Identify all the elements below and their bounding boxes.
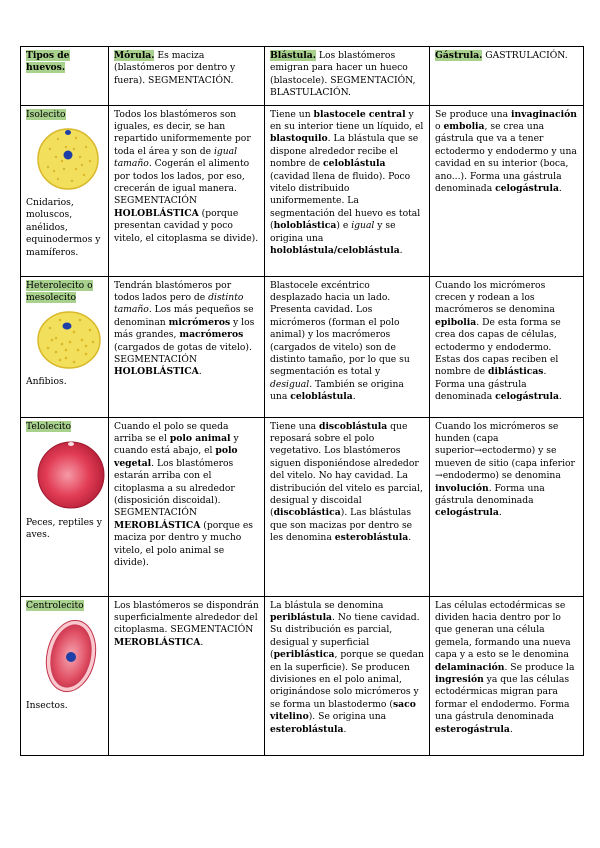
table-row-isolecito [21, 105, 584, 276]
egg-types-table [20, 46, 584, 756]
header-egg-types-label: Tipos de huevos. [26, 50, 70, 74]
cell-gastrula: Cuando los micrómeros se hunden (capa superior→ectodermo) y se mueven de sitio (capa inferior →endodermo) se denomina involución. Forma una gástrula denominada celogástrula. [430, 417, 584, 596]
heterolecito-egg-illustration [36, 310, 102, 370]
cell-egg-type [21, 105, 109, 276]
egg-type-name: Heterolecito o mesolecito [26, 279, 93, 304]
cell-blastula: Tiene una discoblástula que reposará sobre el polo vegetativo. Los blastómeros siguen disponiéndose alrededor del vitelo. No hay cavidad. La distribución del vitelo es parcial, desigual y discoidal (discoblástica). Las blástulas que son macizas por dentro se les denomina esteroblástula. [265, 417, 430, 596]
header-egg-types [21, 47, 109, 106]
cell-gastrula: Se produce una invaginación o embolia, se crea una gástrula que va a tener ectodermo y endodermo y una cavidad en su interior (boca, ano...). Forma una gástrula denominada celogástrula. [430, 105, 584, 276]
header-gastrula [430, 47, 584, 106]
header-blastula-text: Los blastómeros emigran para hacer un hueco (blastocele). SEGMENTACIÓN, BLASTULACIÓN. [270, 50, 416, 99]
isolecito-egg-illustration [36, 127, 100, 191]
cell-egg-type [21, 596, 109, 755]
cell-egg-type [21, 417, 109, 596]
cell-gastrula: Cuando los micrómeros crecen y rodean a los macrómeros se denomina epibolia. De esta forma se crea dos capas de células, ectodermo y endodermo. Estas dos capas reciben el nombre de diblásticas. Forma una gástrula denominada celogástrula. [430, 276, 584, 417]
table-header-row [21, 47, 584, 106]
egg-type-name: Centrolecito [26, 599, 84, 611]
egg-type-animals: Cnidarios, moluscos, anélidos, equinodermos y mamíferos. [26, 197, 101, 258]
header-morula-title: Mórula. [114, 50, 155, 61]
egg-type-animals: Anfibios. [26, 376, 67, 388]
header-morula [109, 47, 265, 106]
header-morula-text: Es maciza (blastómeros por dentro y fuera). SEGMENTACIÓN. [114, 50, 236, 86]
header-blastula-title: Blástula. [270, 50, 316, 61]
centrolecito-egg-illustration [36, 618, 106, 694]
cell-morula: Todos los blastómeros son iguales, es decir, se han repartido uniformemente por toda el área y son de igual tamaño. Cogerán el alimento por todos los lados, por eso, crecerán de igual manera. SEGMENTACIÓN HOLOBLÁSTICA (porque presentan cavidad y poco vitelo, el citoplasma se divide). [109, 105, 265, 276]
cell-gastrula: Las células ectodérmicas se dividen hacia dentro por lo que generan una célula gemela, formando una nueva capa y a esto se le denomina delaminación. Se produce la ingresión ya que las células ectodérmicas migran para formar el endodermo. Forma una gástrula denominada esterogástrula. [430, 596, 584, 755]
egg-type-name: Isolecito [26, 108, 66, 120]
table-row-telolecito [21, 417, 584, 596]
cell-morula: Cuando el polo se queda arriba se el polo animal y cuando está abajo, el polo vegetal. Los blastómeros estarán arriba con el citoplasma a su alrededor (disposición discoidal). SEGMENTACIÓN MEROBLÁSTICA (porque es maciza por dentro y mucho vitelo, el polo animal se divide). [109, 417, 265, 596]
telolecito-egg-illustration [36, 439, 106, 511]
table-row-centrolecito [21, 596, 584, 755]
cell-egg-type [21, 276, 109, 417]
cell-blastula: La blástula se denomina periblástula. No tiene cavidad. Su distribución es parcial, desigual y superficial (periblástica, porque se quedan en la superficie). Se producen divisiones en el polo animal, originándose solo micrómeros y se forma un blastodermo (saco vitelino). Se origina una esteroblástula. [265, 596, 430, 755]
cell-morula: Tendrán blastómeros por todos lados pero de distinto tamaño. Los más pequeños se denominan micrómeros y los más grandes, macrómeros (cargados de gotas de vitelo). SEGMENTACIÓN HOLOBLÁSTICA. [109, 276, 265, 417]
header-gastrula-title: Gástrula. [435, 50, 483, 61]
cell-blastula: Tiene un blastocele central y en su interior tiene un líquido, el blastoquilo. La blástula que se dispone alrededor recibe el nombre de celoblástula (cavidad llena de fluido). Poco vitelo distribuido uniformemente. La segmentación del huevo es total (holoblástica) e igual y se origina una holoblástula/celoblástula. [265, 105, 430, 276]
header-gastrula-text: GASTRULACIÓN. [482, 50, 568, 61]
cell-morula: Los blastómeros se dispondrán superficialmente alrededor del citoplasma. SEGMENTACIÓN MEROBLÁSTICA. [109, 596, 265, 755]
header-blastula [265, 47, 430, 106]
cell-blastula: Blastocele excéntrico desplazado hacia un lado. Presenta cavidad. Los micrómeros (forman el polo animal) y los macrómeros (cargados de vitelo) son de distinto tamaño, por lo que su segmentación es total y desigual. También se origina una celoblástula. [265, 276, 430, 417]
egg-type-animals: Peces, reptiles y aves. [26, 517, 102, 541]
egg-type-name: Telolecito [26, 420, 72, 432]
table-row-heterolecito [21, 276, 584, 417]
egg-type-animals: Insectos. [26, 700, 68, 712]
